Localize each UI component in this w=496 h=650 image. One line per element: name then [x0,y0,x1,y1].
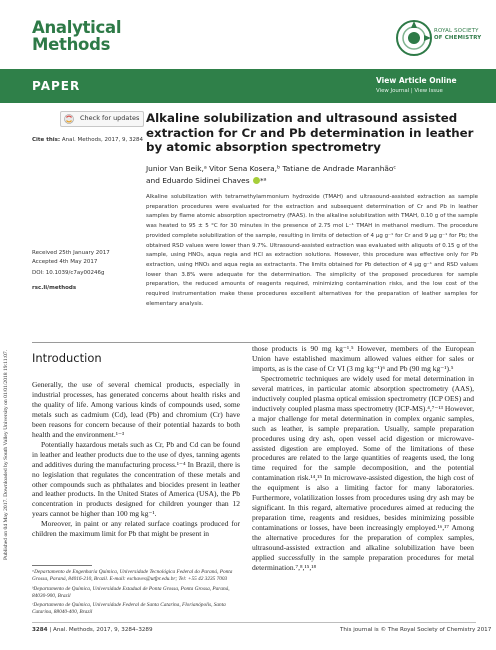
authors-marks: *ᵃ [259,176,267,185]
section-label: PAPER [32,79,81,93]
citation-ref: Anal. Methods, 2017, 9, 3284 [60,137,143,143]
paragraph: Generally, the use of several chemical products, especially in industrial processes, has generated concerns about health risks and the quality of life. Among various kinds of compounds used, some metals such as cadmium (Cd), lead (Pb) and chromium (Cr) have been reasons for concern because of their potential hazards to both health and the environment.¹⁻³ [32,380,240,439]
paragraph: Potentially hazardous metals such as Cr, Pb and Cd can be found in leather and leather products due to the use of dyes, tanning agents and additives during the manufacturing process.¹⁻⁴ In Brazil, there is no legislation that regulates the concentration of these metals and other compounds such as phthalates and biocides present in leather and leather products. In the United States of America (USA), the Pb concentration in products designed for children younger than 12 years cannot be higher than 100 mg kg⁻¹. [32,439,240,519]
publisher-line2: OF CHEMISTRY [434,35,482,42]
journal-title-line2: Methods [32,34,111,54]
accepted-date: Accepted 4th May 2017 [32,259,98,266]
journal-title-line1: Analytical [32,18,122,37]
authors [146,163,476,187]
affiliation: ᶜDepartamento de Química, Universidade Federal de Santa Catarina, Florianópolis, Santa Catarina, 88040-400, Brazil [32,602,226,616]
download-watermark-text: Published on 04 May 2017. Downloaded by South Valley University on 01/01/2018 19:11:07. [3,349,9,560]
page-number: 3284 [32,627,48,633]
section-heading: Introduction [32,351,102,365]
journal-short-link[interactable]: rsc.li/methods [32,285,77,291]
received-accepted [32,249,110,267]
doi[interactable]: DOI: 10.1039/c7ay00246g [32,270,105,276]
footer-copyright: This journal is © The Royal Society of Chemistry 2017 [340,627,492,633]
body-column-right [252,344,474,573]
abstract: Alkaline solubilization with tetramethylammonium hydroxide (TMAH) and ultrasound-assisted extraction as sample preparation procedures were evaluated for the extraction and subsequent determination of Cr and Pb in leather samples by flame atomic absorption spectrometry (FAAS). In the alkaline solubilization with TMAH, 0.10 g of the sample was heated to 95 ± 5 °C for 30 minutes in the presence of 2.75 mol L⁻¹ TMAH in methanol medium. The procedure provided complete solubilization of the sample, resulting in limits of detection of 4 μg g⁻¹ for Cr and 9 μg g⁻¹ for Pb; the obtained RSD values were lower than 9.7%. Ultrasound-assisted extraction was evaluated with aliquots of 0.15 g of the sample, using HNO₃, aqua regia and HCl as extraction solutions. However, this procedure was effective only for Pb extraction, using HNO₃ and aqua regia as extractants. The limits obtained for Pb detection of 4 μg g⁻¹ and RSD values lower than 3.8% were adequate for the determination. The simplicity of the proposed procedures for sample preparation, the reduced amounts of reagents required, minimizing contamination risks, and the low cost of the required instrumentation make these procedures excellent alternatives for the preparation of leather samples for elementary analysis. [146,194,478,307]
citation [32,137,143,143]
footer-journal-ref: | Anal. Methods, 2017, 9, 3284–3289 [47,627,153,633]
paragraph: Moreover, in paint or any related surface coatings produced for children the maximum limit for Pb that might be present in [32,519,240,539]
check-updates-icon [64,114,74,124]
article-title: Alkaline solubilization and ultrasound assisted extraction for Cr and Pb determination in leather by atomic absorption spectrometry [146,111,474,154]
received-date: Received 25th January 2017 [32,250,110,256]
footer-divider [32,622,476,623]
publisher-name [434,28,486,43]
authors-line2: and Eduardo Sidinei Chaves [146,176,250,185]
paragraph: those products is 90 mg kg⁻¹.⁵ However, members of the European Union have established maximum allowed values either for sales or imports, as is the case of Cr VI (3 mg kg⁻¹)⁶ and Pb (90 mg kg⁻¹).⁵ [252,344,474,373]
check-updates-label[interactable]: Check for updates [80,114,140,122]
affiliation: ᵃDepartamento de Engenharia Química, Universidade Tecnológica Federal do Paraná, Ponta Grossa, Paraná, 84016-210, Brazil. E-mail: eschaves@utfpr.edu.br; Tel: +55 42 3235 7003 [32,569,233,583]
journal-issue-links[interactable]: View Journal | View Issue [376,88,443,94]
affiliations [32,569,240,619]
orcid-icon[interactable] [253,177,260,184]
citation-label: Cite this: [32,137,61,143]
download-watermark [3,120,13,560]
view-article-online-link[interactable]: View Article Online [376,76,457,85]
journal-title [32,20,121,53]
footer-page-ref [32,627,153,633]
divider [32,342,476,343]
rsc-logo-icon [394,18,434,58]
footnote-divider [32,565,92,566]
affiliation: ᵇDepartamento de Química, Universidade Estadual de Ponta Grossa, Ponta Grossa, Paraná, 84030-900, Brazil [32,585,230,599]
authors-line1: Junior Van Beik,ᵃ Vitor Sena Kosera,ᵇ Tatiane de Andrade Maranhãoᶜ [146,164,397,173]
body-column-left [32,380,240,539]
publisher-line1: ROYAL SOCIETY [434,28,479,34]
paragraph: Spectrometric techniques are widely used for metal determination in several matrices, in particular atomic absorption spectrometry (AAS), inductively coupled plasma optical emission spectrometry (ICP OES) and inductively coupled plasma mass spectrometry (ICP-MS).⁴,⁷⁻¹³ However, a major challenge for metal determination in complex organic samples, such as leather, is sample preparation. Usually, sample preparation procedures using dry ash, open vessel acid digestion or microwave-assisted digestion are employed. Some of the limitations of these procedures are related to the large quantities of reagents used, the long time required for the sample decomposition, and the potential contamination risk.¹⁴,¹⁵ In microwave-assisted digestion, the high cost of the equipment is also a limiting factor for many laboratories. Furthermore, volatilization losses from procedures using dry ash may be significant. In this regard, alternative procedures aimed at reducing the preparation time, reagents and residues, besides minimizing possible contaminations or losses, have been increasingly employed.¹⁶,¹⁷ Among the alternative procedures for the preparation of complex samples, ultrasound-assisted extraction and alkaline solubilization have been applied successfully in the sample preparation procedures for metal determination.⁷,⁸,¹⁵,¹⁸ [252,373,474,572]
